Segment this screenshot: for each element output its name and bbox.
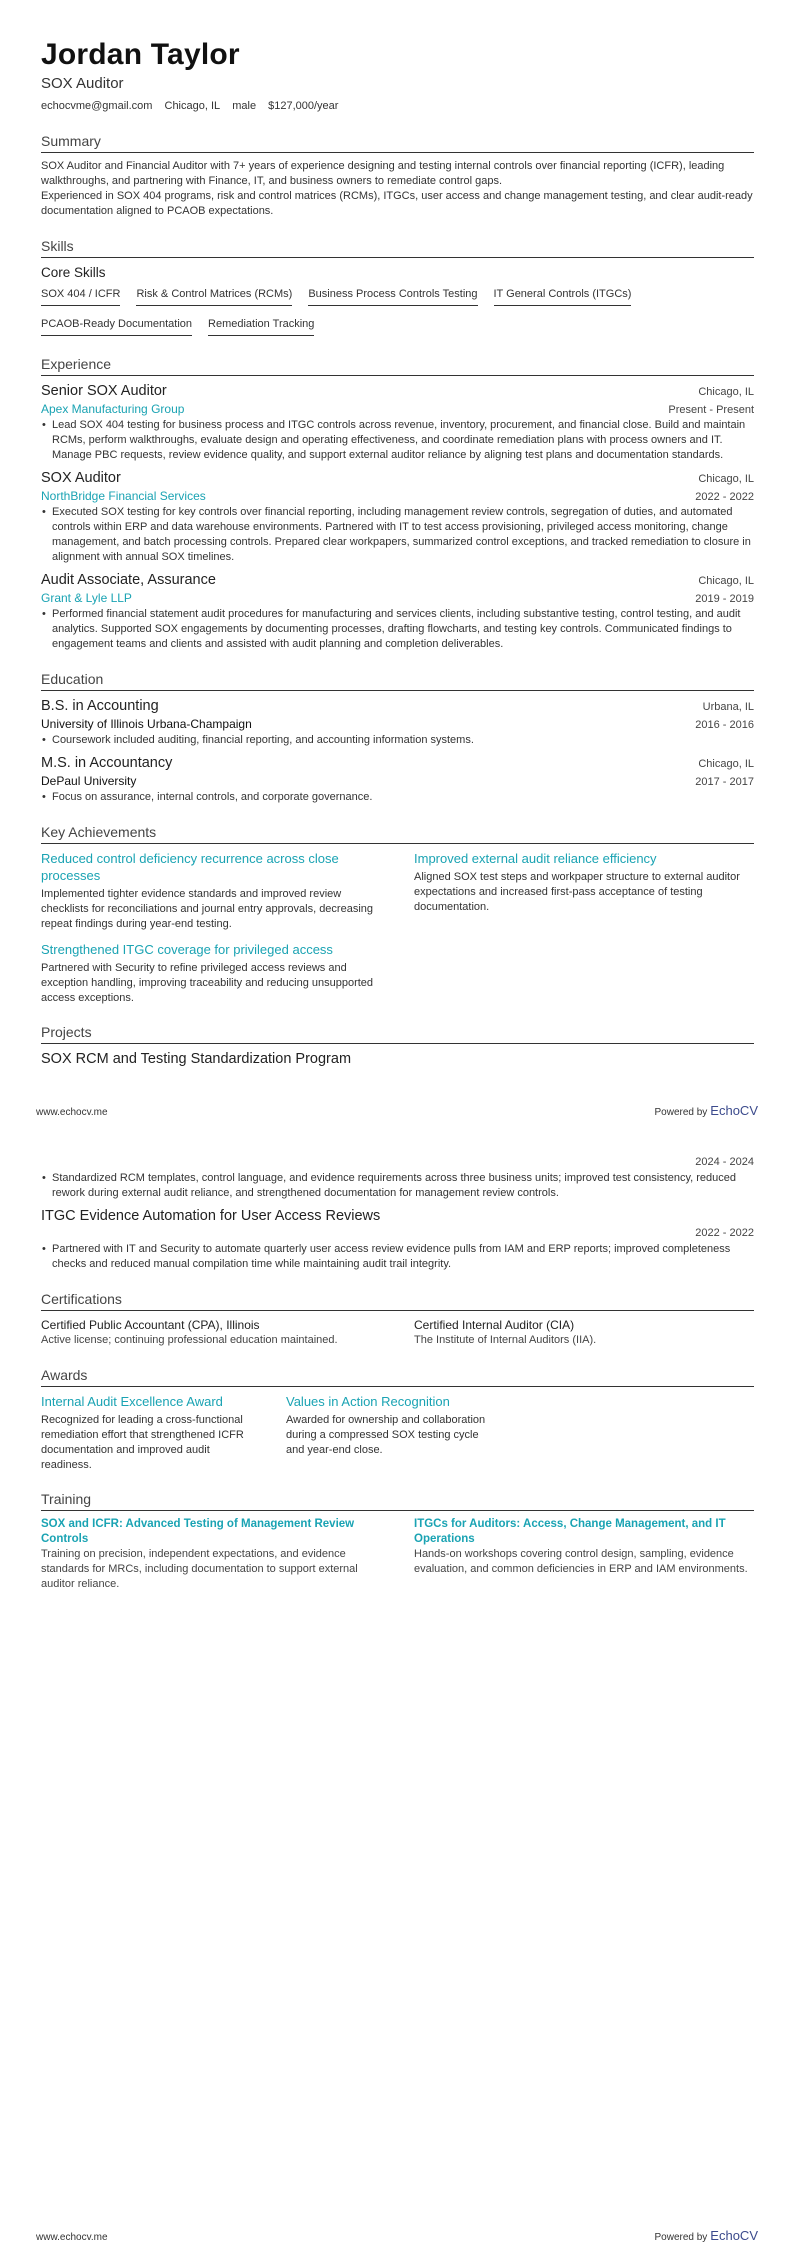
experience-heading: Experience — [41, 355, 754, 376]
certifications-section — [41, 1290, 754, 1348]
training-heading: Training — [41, 1490, 754, 1511]
project-bullet: • Partnered with IT and Security to automate quarterly user access review evidence pulls from IAM and ERP reports; improved completeness checks and reduced manual compilation time while maintaining audit trail integrity. — [41, 1242, 754, 1272]
projects-section — [41, 1023, 754, 1069]
education-entry — [41, 697, 754, 748]
experience-entry — [41, 382, 754, 463]
achievement-title: Strengthened ITGC coverage for privileged access — [41, 942, 333, 957]
award-title: Internal Audit Excellence Award — [41, 1394, 223, 1409]
contact-email[interactable]: echocvme@gmail.com — [41, 100, 153, 112]
contact-line — [41, 98, 754, 114]
job-title: Audit Associate, Assurance — [41, 572, 216, 588]
job-location: Chicago, IL — [698, 386, 754, 398]
achievements-heading: Key Achievements — [41, 823, 754, 844]
company-name: NorthBridge Financial Services — [41, 489, 206, 503]
skill-tag: SOX 404 / ICFR — [41, 287, 120, 306]
achievements-right-column — [414, 850, 754, 1015]
awards-heading: Awards — [41, 1366, 754, 1387]
footer-powered-by: Powered by EchoCV — [654, 1103, 758, 1118]
summary-section — [41, 132, 754, 219]
awards-section — [41, 1366, 754, 1482]
echocv-logo[interactable]: EchoCV — [710, 2228, 758, 2243]
skill-tag: Business Process Controls Testing — [308, 287, 477, 306]
training-desc: Training on precision, independent expectations, and evidence standards for MRCs, including documentation to support external auditor reliance. — [41, 1548, 358, 1590]
school-name: DePaul University — [41, 774, 137, 788]
degree-title: M.S. in Accountancy — [41, 755, 173, 771]
job-dates: Present - Present — [668, 404, 754, 416]
job-location: Chicago, IL — [698, 575, 754, 587]
education-dates: 2016 - 2016 — [695, 719, 754, 731]
certifications-heading: Certifications — [41, 1290, 754, 1311]
job-bullet: • Executed SOX testing for key controls over financial reporting, including management review controls, segregation of duties, and automated controls within ERP and data warehouse environments. Partnered with IT to test access provisioning, privileged access monitoring, change management, and batch processing controls. Prepared clear workpapers, summarized control exceptions, and tracked remediation to closure in alignment with annual SOX timelines. — [41, 505, 754, 565]
training-section — [41, 1490, 754, 1592]
projects-heading: Projects — [41, 1023, 754, 1044]
achievement-desc: Partnered with Security to refine privileged access reviews and exception handling, improving traceability and reducing unsupported access exceptions. — [41, 962, 374, 1004]
award-title: Values in Action Recognition — [286, 1394, 450, 1409]
certification-title: Certified Public Accountant (CPA), Illinois — [41, 1318, 260, 1332]
education-heading: Education — [41, 670, 754, 691]
project-dates: 2022 - 2022 — [695, 1227, 754, 1239]
experience-section — [41, 355, 754, 652]
candidate-title: SOX Auditor — [41, 75, 124, 92]
core-skills-heading: Core Skills — [41, 265, 106, 280]
school-location: Urbana, IL — [702, 701, 754, 713]
footer-powered-by: Powered by EchoCV — [654, 2228, 758, 2243]
skill-tag: IT General Controls (ITGCs) — [494, 287, 632, 306]
company-name: Apex Manufacturing Group — [41, 402, 185, 416]
education-entry — [41, 754, 754, 805]
school-name: University of Illinois Urbana-Champaign — [41, 717, 252, 731]
project-title: ITGC Evidence Automation for User Access Reviews — [41, 1208, 381, 1224]
certification-desc: Active license; continuing professional education maintained. — [41, 1334, 338, 1346]
education-bullet: • Coursework included auditing, financial reporting, and accounting information systems. — [41, 733, 754, 748]
education-dates: 2017 - 2017 — [695, 776, 754, 788]
page-footer — [36, 2228, 758, 2243]
skills-section — [41, 237, 754, 347]
summary-heading: Summary — [41, 132, 754, 153]
candidate-name: Jordan Taylor — [41, 38, 240, 71]
award-desc: Recognized for leading a cross-functional remediation effort that strengthened ICFR documentation and improved audit readiness. — [41, 1414, 244, 1471]
education-section — [41, 670, 754, 805]
certification-item — [41, 1317, 381, 1348]
job-dates: 2022 - 2022 — [695, 491, 754, 503]
summary-paragraph: SOX Auditor and Financial Auditor with 7+ years of experience designing and testing internal controls over financial reporting (ICFR), leading walkthroughs, and partnering with Finance, IT, and business owners to remediate control gaps. — [41, 160, 725, 187]
award-desc: Awarded for ownership and collaboration during a compressed SOX testing cycle and year-end close. — [286, 1414, 486, 1456]
achievements-left-column — [41, 850, 381, 1015]
experience-entry — [41, 469, 754, 565]
training-item — [414, 1517, 754, 1592]
achievement-title: Improved external audit reliance efficiency — [414, 851, 657, 866]
skill-tag: Risk & Control Matrices (RCMs) — [136, 287, 292, 306]
echocv-logo[interactable]: EchoCV — [710, 1103, 758, 1118]
experience-entry — [41, 571, 754, 652]
achievement-desc: Implemented tighter evidence standards and improved review checklists for reconciliations and journal entry approvals, decreasing repeat findings during year-end testing. — [41, 888, 374, 930]
skill-tag: PCAOB-Ready Documentation — [41, 317, 192, 336]
school-location: Chicago, IL — [698, 758, 754, 770]
project-title: SOX RCM and Testing Standardization Program — [41, 1051, 352, 1067]
project-continuation — [41, 1155, 754, 1272]
job-title: Senior SOX Auditor — [41, 383, 167, 399]
resume-page-2 — [0, 1123, 794, 2246]
summary-paragraph: Experienced in SOX 404 programs, risk and control matrices (RCMs), ITGCs, user access and change management testing, and clear audit-ready documentation aligned to PCAOB expectations. — [41, 190, 753, 217]
contact-gender: male — [232, 100, 257, 112]
achievement-desc: Aligned SOX test steps and workpaper structure to external auditor expectations and increased first-pass acceptance of testing documentation. — [414, 871, 740, 913]
training-item — [41, 1517, 381, 1592]
company-name: Grant & Lyle LLP — [41, 591, 132, 605]
training-title: SOX and ICFR: Advanced Testing of Management Review Controls — [41, 1518, 355, 1545]
project-dates: 2024 - 2024 — [695, 1156, 754, 1168]
skills-list — [41, 287, 754, 347]
job-location: Chicago, IL — [698, 473, 754, 485]
award-item — [41, 1393, 251, 1482]
job-bullet: • Lead SOX 404 testing for business process and ITGC controls across revenue, inventory, procurement, and financial close. Build and maintain RCMs, perform walkthroughs, evaluate design and operating effectiveness, and coordinate remediation plans with process owners and IT. Manage PBC requests, review evidence quality, and support external auditor reliance by aligning test plans and documentation standards. — [41, 418, 754, 463]
achievement-title: Reduced control deficiency recurrence across close processes — [41, 851, 339, 883]
training-title: ITGCs for Auditors: Access, Change Management, and IT Operations — [414, 1518, 726, 1545]
degree-title: B.S. in Accounting — [41, 698, 159, 714]
skill-tag: Remediation Tracking — [208, 317, 314, 336]
contact-salary: $127,000/year — [268, 100, 339, 112]
certification-desc: The Institute of Internal Auditors (IIA). — [414, 1334, 597, 1346]
page-footer — [36, 1103, 758, 1118]
job-title: SOX Auditor — [41, 470, 121, 486]
footer-website[interactable]: www.echocv.me — [36, 2232, 108, 2243]
footer-website[interactable]: www.echocv.me — [36, 1107, 108, 1118]
education-bullet: • Focus on assurance, internal controls, and corporate governance. — [41, 790, 754, 805]
job-bullet: • Performed financial statement audit procedures for manufacturing and services clients, including substantive testing, control testing, and audit analytics. Supported SOX engagements by documenting processes, drafting flowcharts, and testing key controls. Communicated findings to engagement teams and clients and assisted with audit planning and completion deliverables. — [41, 607, 754, 652]
project-bullet: • Standardized RCM templates, control language, and evidence requirements across three business units; improved test consistency, reduced rework during external audit reliance, and strengthened documentation for management review controls. — [41, 1171, 754, 1201]
certification-item — [414, 1317, 754, 1348]
achievements-section — [41, 823, 754, 1015]
skills-heading: Skills — [41, 237, 754, 258]
certification-title: Certified Internal Auditor (CIA) — [414, 1318, 575, 1332]
award-item — [286, 1393, 496, 1482]
training-desc: Hands-on workshops covering control design, sampling, evidence evaluation, and common deficiencies in ERP and IAM environments. — [414, 1548, 748, 1575]
contact-location: Chicago, IL — [164, 100, 221, 112]
job-dates: 2019 - 2019 — [695, 593, 754, 605]
